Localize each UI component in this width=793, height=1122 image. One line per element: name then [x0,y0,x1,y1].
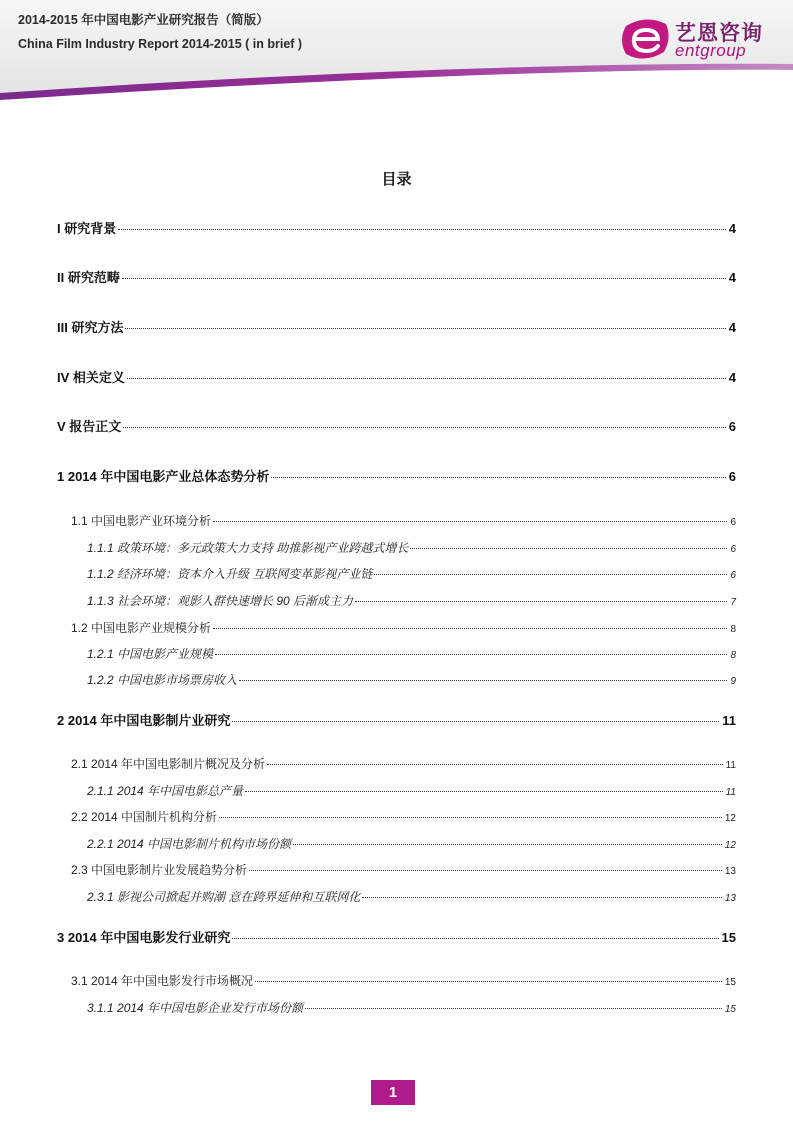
toc-entry-label: 1.1.3 社会环境：观影人群快速增长 90 后渐成主力 [87,594,354,608]
toc-entry[interactable] [57,710,736,729]
dot-leader [123,427,725,428]
toc-entry[interactable] [57,367,736,386]
toc-entry[interactable] [87,565,736,582]
toc-entry-page: 6 [730,544,736,555]
dot-leader [245,791,723,792]
toc-entry-page: 6 [730,517,736,528]
toc-entry-page: 6 [728,419,736,434]
toc-entry-label: 2.2 2014 中国制片机构分析 [71,810,218,824]
dot-leader [215,654,727,655]
toc-entry-label: 1.1.1 政策环境：多元政策大力支持 助推影视产业跨越式增长 [87,541,409,555]
toc-entry[interactable] [87,888,736,905]
toc-entry-page: 13 [724,866,736,877]
toc-entry-label: 3 2014 年中国电影发行业研究 [57,930,231,945]
toc-entry[interactable] [87,671,736,688]
toc-entry[interactable] [57,267,736,286]
toc-entry-label: III 研究方法 [57,320,124,335]
logo-text-cn: 艺恩咨询 [675,22,763,45]
toc-entry-label: 1.1 中国电影产业环境分析 [71,514,212,528]
toc-entry-page: 11 [722,713,736,728]
toc-title: 目录 [381,171,412,188]
dot-leader [410,548,727,549]
page-number-badge: 1 [371,1080,415,1105]
toc-entry-page: 11 [725,760,736,771]
toc-entry-label: 2 2014 年中国电影制片业研究 [57,713,231,728]
toc-entry-label: I 研究背景 [57,221,117,236]
toc-entry-label: 2.1.1 2014 年中国电影总产量 [87,784,244,798]
header-title-cn: 2014-2015 年中国电影产业研究报告（简版） [18,13,269,27]
toc-entry-label: 1.2.1 中国电影产业规模 [87,647,214,661]
dot-leader [293,844,722,845]
toc-entry[interactable] [87,645,736,662]
toc-entry[interactable] [71,861,736,878]
toc-entry[interactable] [57,927,736,946]
toc-entry-page: 4 [728,370,736,385]
toc-entry-page: 15 [724,977,736,988]
toc-entry[interactable] [71,755,736,772]
toc-entry-page: 15 [724,1004,736,1015]
toc-entry-label: 2.2.1 2014 中国电影制片机构市场份额 [87,837,292,851]
toc-entry-page: 12 [724,813,736,824]
toc-entry-label: 1.2.2 中国电影市场票房收入 [87,673,238,687]
toc-entry[interactable] [87,782,736,799]
toc-entry-label: 2.3.1 影视公司掀起并购潮 意在跨界延伸和互联网化 [87,890,361,904]
dot-leader [232,938,718,939]
toc-entry-page: 6 [728,469,736,484]
toc-entry-page: 9 [730,676,736,687]
dot-leader [213,628,727,629]
toc-entry[interactable] [87,835,736,852]
dot-leader [271,477,725,478]
header-title-en: China Film Industry Report 2014-2015 ( in brief ) [18,37,303,51]
toc-entry-page: 4 [728,270,736,285]
toc-entry[interactable] [87,592,736,609]
toc-entry[interactable] [71,808,736,825]
toc-entry-label: 2.3 中国电影制片业发展趋势分析 [71,863,248,877]
dot-leader [232,721,719,722]
dot-leader [305,1008,722,1009]
toc-entry-label: 1.2 中国电影产业规模分析 [71,621,212,635]
dot-leader [127,378,726,379]
dot-leader [255,981,722,982]
dot-leader [213,521,727,522]
toc-entry[interactable] [57,317,736,336]
toc-entry-label: 1.1.2 经济环境：资本介入升级 互联网变革影视产业链 [87,567,373,581]
toc-entry-label: II 研究范畴 [57,270,120,285]
toc-entry[interactable] [57,416,736,435]
toc-entry-label: V 报告正文 [57,419,122,434]
dot-leader [249,870,722,871]
toc-entry-page: 4 [728,320,736,335]
toc-entry-page: 15 [721,930,736,945]
toc-entry[interactable] [71,972,736,989]
dot-leader [355,601,727,602]
toc-entry-page: 6 [730,570,736,581]
toc-entry[interactable] [57,218,736,237]
dot-leader [267,764,723,765]
dot-leader [362,897,722,898]
toc-entry-label: 3.1.1 2014 年中国电影企业发行市场份额 [87,1001,304,1015]
toc-entry-page: 13 [724,893,736,904]
toc-entry-page: 4 [728,221,736,236]
toc-entry[interactable] [71,512,736,529]
toc-entry-page: 8 [730,624,736,635]
dot-leader [122,278,726,279]
toc-entry[interactable] [71,619,736,636]
logo-text-en: entgroup [675,41,747,60]
toc-entry-label: IV 相关定义 [57,370,125,385]
toc-entry[interactable] [57,466,736,485]
toc-entry-page: 11 [725,787,736,798]
toc-entry-page: 8 [730,650,736,661]
dot-leader [374,574,727,575]
toc-entry-page: 7 [730,597,736,608]
dot-leader [118,229,726,230]
toc-entry-label: 2.1 2014 年中国电影制片概况及分析 [71,757,266,771]
toc-entry-label: 1 2014 年中国电影产业总体态势分析 [57,469,270,484]
dot-leader [239,680,727,681]
dot-leader [125,328,725,329]
toc-entry[interactable] [87,539,736,556]
toc-entry[interactable] [87,999,736,1016]
toc-entry-page: 12 [724,840,736,851]
toc-entry-label: 3.1 2014 年中国电影发行市场概况 [71,974,254,988]
dot-leader [219,817,722,818]
